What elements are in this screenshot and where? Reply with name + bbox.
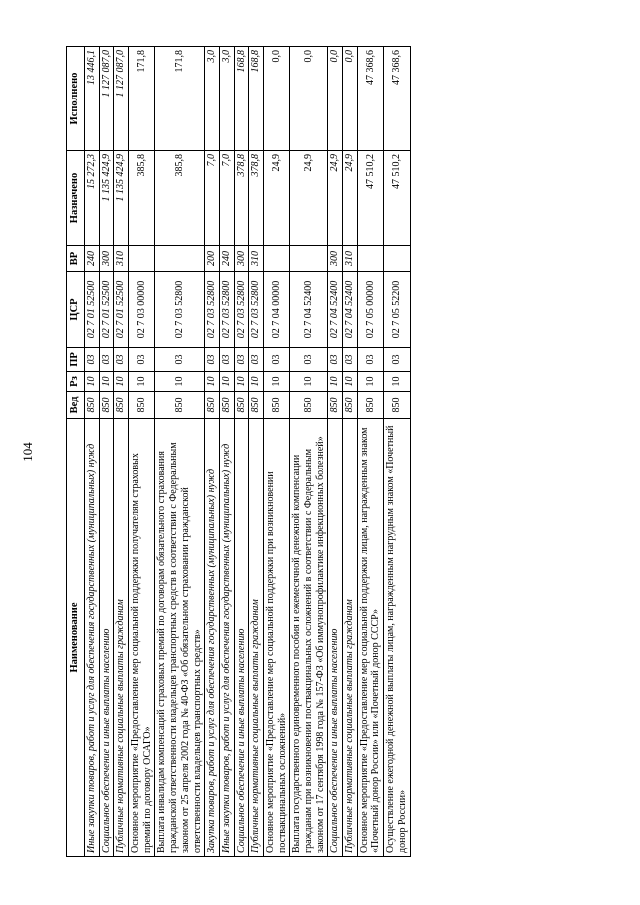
header-cell-rz: Рз [67, 372, 85, 392]
cell-rz: 10 [155, 372, 205, 392]
cell-vr: 310 [343, 246, 358, 272]
cell-executed: 0,0 [328, 47, 343, 151]
cell-csr: 02 7 03 00000 [129, 272, 155, 348]
cell-pr: 03 [384, 348, 410, 372]
cell-pr: 03 [129, 348, 155, 372]
cell-csr: 02 7 03 52800 [205, 272, 220, 348]
cell-vr: 310 [114, 246, 129, 272]
cell-executed: 0,0 [263, 47, 289, 151]
cell-csr: 02 7 04 52400 [343, 272, 358, 348]
cell-pr: 03 [234, 348, 249, 372]
cell-csr: 02 7 01 52500 [99, 272, 114, 348]
header-cell-name: Наименование [67, 419, 85, 857]
cell-csr: 02 7 05 52200 [384, 272, 410, 348]
budget-table [66, 46, 411, 857]
cell-ved: 850 [129, 392, 155, 419]
header-cell-assigned: Назначено [67, 151, 85, 246]
cell-executed: 1 127 087,0 [99, 47, 114, 151]
cell-csr: 02 7 04 52400 [290, 272, 328, 348]
cell-pr: 03 [328, 348, 343, 372]
cell-name: Закупка товаров, работ и услуг для обеспечения государственных (муниципальных) нужд [205, 419, 220, 857]
cell-executed: 47 368,6 [357, 47, 383, 151]
cell-executed: 13 446,1 [85, 47, 100, 151]
cell-csr: 02 7 03 52800 [155, 272, 205, 348]
cell-vr: 300 [99, 246, 114, 272]
cell-assigned: 24,9 [263, 151, 289, 246]
cell-assigned: 7,0 [219, 151, 234, 246]
table-row [99, 47, 114, 857]
cell-pr: 03 [155, 348, 205, 372]
cell-ved: 850 [219, 392, 234, 419]
cell-rz: 10 [343, 372, 358, 392]
cell-ved: 850 [114, 392, 129, 419]
cell-name: Публичные нормативные социальные выплаты гражданам [249, 419, 264, 857]
cell-vr [129, 246, 155, 272]
cell-executed: 168,8 [234, 47, 249, 151]
cell-name: Иные закупки товаров, работ и услуг для обеспечения государственных (муниципальных) нужд [85, 419, 100, 857]
cell-name: Основное мероприятие «Предоставление мер социальной поддержки лицам, награжденным знаком «Почетный донор России» или «Почетный донор СССР» [357, 419, 383, 857]
header-cell-ved: Вед [67, 392, 85, 419]
cell-csr: 02 7 04 00000 [263, 272, 289, 348]
cell-csr: 02 7 03 52800 [219, 272, 234, 348]
cell-assigned: 24,9 [290, 151, 328, 246]
cell-csr: 02 7 01 52500 [85, 272, 100, 348]
cell-assigned: 1 135 424,9 [114, 151, 129, 246]
cell-rz: 10 [99, 372, 114, 392]
cell-rz: 10 [205, 372, 220, 392]
cell-pr: 03 [263, 348, 289, 372]
cell-name: Социальное обеспечение и иные выплаты населению [99, 419, 114, 857]
cell-executed: 171,8 [129, 47, 155, 151]
table-row [205, 47, 220, 857]
cell-assigned: 7,0 [205, 151, 220, 246]
cell-csr: 02 7 01 52500 [114, 272, 129, 348]
table-row [290, 47, 328, 857]
cell-assigned: 24,9 [343, 151, 358, 246]
cell-vr [384, 246, 410, 272]
header-cell-csr: ЦСР [67, 272, 85, 348]
cell-assigned: 47 510,2 [357, 151, 383, 246]
table-row [384, 47, 410, 857]
cell-vr: 240 [219, 246, 234, 272]
cell-assigned: 24,9 [328, 151, 343, 246]
cell-assigned: 1 135 424,9 [99, 151, 114, 246]
header-cell-pr: ПР [67, 348, 85, 372]
cell-vr: 240 [85, 246, 100, 272]
cell-vr: 200 [205, 246, 220, 272]
cell-ved: 850 [263, 392, 289, 419]
cell-executed: 0,0 [343, 47, 358, 151]
cell-assigned: 385,8 [155, 151, 205, 246]
cell-executed: 171,8 [155, 47, 205, 151]
cell-name: Основное мероприятие «Предоставление мер социальной поддержки получателям страховых премий по договору ОСАГО» [129, 419, 155, 857]
cell-assigned: 378,8 [249, 151, 264, 246]
cell-ved: 850 [357, 392, 383, 419]
cell-ved: 850 [384, 392, 410, 419]
table-row [343, 47, 358, 857]
cell-ved: 850 [343, 392, 358, 419]
cell-csr: 02 7 04 52400 [328, 272, 343, 348]
table-row [85, 47, 100, 857]
cell-executed: 1 127 087,0 [114, 47, 129, 151]
cell-ved: 850 [328, 392, 343, 419]
cell-name: Осуществление ежегодной денежной выплаты лицам, награжденным нагрудным знаком «Почетный донор России» [384, 419, 410, 857]
table-header-row [67, 47, 85, 857]
cell-rz: 10 [114, 372, 129, 392]
cell-ved: 850 [99, 392, 114, 419]
cell-rz: 10 [85, 372, 100, 392]
table-row [357, 47, 383, 857]
cell-pr: 03 [219, 348, 234, 372]
cell-rz: 10 [249, 372, 264, 392]
cell-ved: 850 [234, 392, 249, 419]
cell-pr: 03 [343, 348, 358, 372]
cell-pr: 03 [357, 348, 383, 372]
rotated-page-content [66, 47, 574, 857]
cell-ved: 850 [205, 392, 220, 419]
cell-vr: 300 [234, 246, 249, 272]
cell-ved: 850 [155, 392, 205, 419]
cell-vr [155, 246, 205, 272]
cell-vr: 310 [249, 246, 264, 272]
cell-assigned: 15 272,3 [85, 151, 100, 246]
cell-executed: 0,0 [290, 47, 328, 151]
table-row [129, 47, 155, 857]
cell-assigned: 385,8 [129, 151, 155, 246]
cell-name: Публичные нормативные социальные выплаты гражданам [343, 419, 358, 857]
cell-pr: 03 [85, 348, 100, 372]
cell-ved: 850 [85, 392, 100, 419]
cell-vr [263, 246, 289, 272]
cell-name: Выплата государственного единовременного пособия и ежемесячной денежной компенсации гражданам при возникновении поствакцинальных осложнений в соответствии с Федеральным законом от 17 сентября 1998 года № 157-ФЗ «Об иммунопрофилактике инфекционных болезней» [290, 419, 328, 857]
cell-executed: 47 368,6 [384, 47, 410, 151]
table-row [234, 47, 249, 857]
cell-name: Социальное обеспечение и иные выплаты населению [234, 419, 249, 857]
header-cell-vr: ВР [67, 246, 85, 272]
cell-name: Иные закупки товаров, работ и услуг для обеспечения государственных (муниципальных) нужд [219, 419, 234, 857]
page-number: 104 [20, 442, 35, 462]
cell-executed: 3,0 [205, 47, 220, 151]
cell-rz: 10 [328, 372, 343, 392]
cell-rz: 10 [129, 372, 155, 392]
cell-rz: 10 [357, 372, 383, 392]
cell-assigned: 47 510,2 [384, 151, 410, 246]
cell-pr: 03 [249, 348, 264, 372]
cell-pr: 03 [114, 348, 129, 372]
cell-rz: 10 [219, 372, 234, 392]
cell-pr: 03 [205, 348, 220, 372]
table-row [249, 47, 264, 857]
cell-executed: 168,8 [249, 47, 264, 151]
cell-rz: 10 [290, 372, 328, 392]
cell-pr: 03 [290, 348, 328, 372]
table-row [114, 47, 129, 857]
cell-vr [290, 246, 328, 272]
table-row [155, 47, 205, 857]
cell-csr: 02 7 03 52800 [234, 272, 249, 348]
header-cell-executed: Исполнено [67, 47, 85, 151]
cell-ved: 850 [290, 392, 328, 419]
cell-rz: 10 [384, 372, 410, 392]
cell-rz: 10 [234, 372, 249, 392]
cell-csr: 02 7 05 00000 [357, 272, 383, 348]
cell-name: Основное мероприятие «Предоставление мер социальной поддержки при возникновении поствакцинальных осложнений» [263, 419, 289, 857]
cell-name: Социальное обеспечение и иные выплаты населению [328, 419, 343, 857]
cell-pr: 03 [99, 348, 114, 372]
cell-ved: 850 [249, 392, 264, 419]
cell-assigned: 378,8 [234, 151, 249, 246]
cell-name: Публичные нормативные социальные выплаты гражданам [114, 419, 129, 857]
table-row [328, 47, 343, 857]
cell-name: Выплата инвалидам компенсаций страховых премий по договорам обязательного страхования гражданской ответственности владельцев транспортных средств в соответствии с Федеральным законом от 25 апреля 2002 года № 40-ФЗ «Об обязательном страховании гражданской ответственности владельцев транспортных средств» [155, 419, 205, 857]
cell-rz: 10 [263, 372, 289, 392]
cell-vr [357, 246, 383, 272]
cell-vr: 300 [328, 246, 343, 272]
cell-csr: 02 7 03 52800 [249, 272, 264, 348]
table-row [263, 47, 289, 857]
cell-executed: 3,0 [219, 47, 234, 151]
table-row [219, 47, 234, 857]
